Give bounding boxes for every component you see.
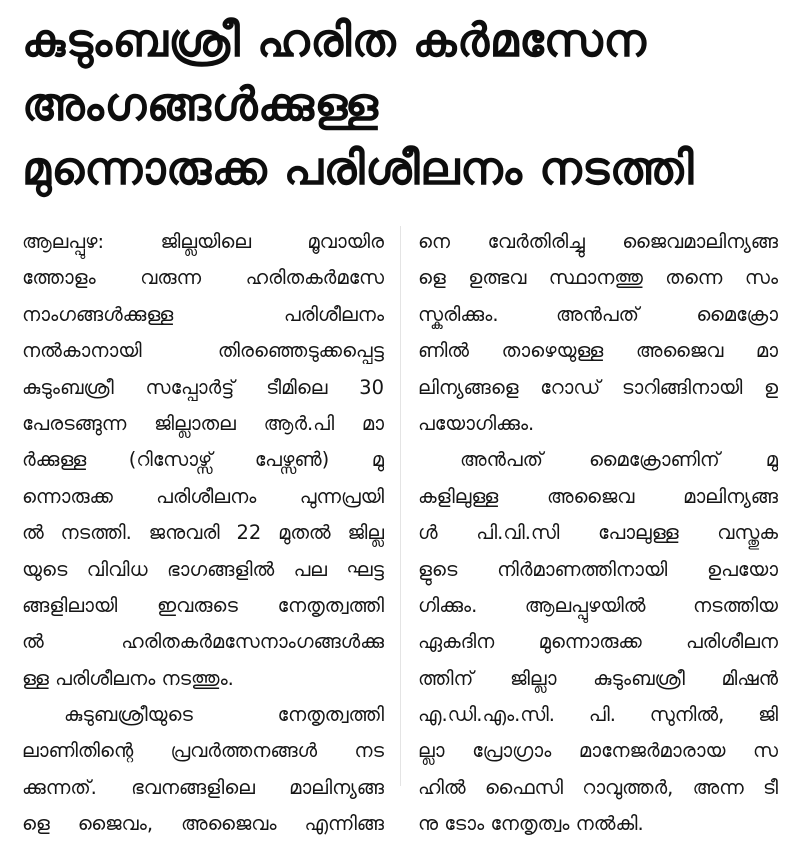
body-line: എ.ഡി.എം.സി. പി. സുനിൽ, ജി [418, 703, 778, 727]
body-line: ള്ള പരിശീലനം നടത്തും. [22, 666, 234, 690]
body-line: ന്നൊരുക്ക പരിശീലനം പുന്നപ്രയി [22, 484, 384, 508]
body-line: പേരടങ്ങുന്ന ജില്ലാതല ആർ.പി മാ [22, 411, 384, 435]
body-line: യുടെ വിവിധ ഭാഗങ്ങളിൽ പല ഘട്ട [22, 557, 384, 581]
body-line: ലാണിതിന്റെ പ്രവർത്തനങ്ങൾ നട [22, 739, 384, 763]
body-column-right [418, 224, 778, 843]
body-line: ഗിക്കും. ആലപ്പുഴയിൽ നടത്തിയ [418, 593, 778, 617]
headline-line-2: അംഗങ്ങൾക്കുള്ള [22, 77, 379, 131]
paragraph-start-line: അൻപത് മൈക്രോണിന് മു [460, 448, 778, 472]
headline-line-3: മുന്നൊരുക്ക പരിശീലനം നടത്തി [22, 141, 695, 195]
body-line: ളെ ജൈവം, അജൈവം എന്നിങ്ങ [22, 812, 384, 836]
body-line: ഹിൽ ഫൈസി റാവുത്തർ, അന്ന ടീ [418, 775, 778, 799]
body-line: കളിലുള്ള അജൈവ മാലിന്യങ്ങ [418, 484, 778, 508]
body-line: ങ്ങളിലായി ഇവരുടെ നേതൃത്വത്തി [22, 593, 384, 617]
body-line: ൽ നടത്തി. ജനുവരി 22 മുതൽ ജില്ല [22, 521, 384, 545]
body-column-left [22, 224, 384, 843]
paragraph-start-line: കുടുബശ്രീയുടെ നേതൃത്വത്തി [64, 703, 384, 727]
headline-line-1: കുടുംബശ്രീ ഹരിത കർമസേന [22, 13, 647, 67]
body-line: ല്ലാ പ്രോഗ്രാം മാനേജർമാരായ സ [418, 739, 778, 763]
body-line: ൽ ഹരിതകർമസേനാംഗങ്ങൾക്കു [22, 630, 384, 654]
body-line: ൾ പി.വി.സി പോലുള്ള വസ്തുക [418, 521, 778, 545]
body-line: ണിൽ താഴെയുള്ള അജൈവ മാ [418, 339, 778, 363]
headline [22, 8, 782, 200]
body-line: നൽകാനായി തിരഞ്ഞെടുക്കപ്പെട്ട [22, 339, 384, 363]
body-line: കുടുംബശ്രീ സപ്പോർട്ട് ടീമിലെ 30 [22, 375, 384, 399]
body-line: നെ വേർതിരിച്ചു ജൈവമാലിന്യങ്ങ [418, 230, 778, 253]
body-line: ത്തിന് ജില്ലാ കുടുംബശ്രീ മിഷൻ [418, 666, 778, 690]
body-line: സ്കരിക്കും. അൻപത് മൈക്രോ [418, 302, 778, 326]
body-line: ത്തോളം വരുന്ന ഹരിതകർമസേ [22, 266, 384, 290]
body-line: ആലപ്പുഴ: ജില്ലയിലെ മൂവായിര [22, 230, 384, 253]
body-line: ളുടെ നിർമാണത്തിനായി ഉപയോ [418, 557, 778, 581]
body-line: പയോഗിക്കും. [418, 411, 535, 435]
body-line: ർക്കുള്ള (റിസോഴ്സ് പേഴ്സൺ) മു [22, 448, 384, 472]
body-line: ഏകദിന മുന്നൊരുക്ക പരിശീലന [418, 630, 778, 654]
body-line: നു ടോം നേതൃത്വം നൽകി. [418, 812, 644, 836]
body-line: ക്കുന്നത്. ഭവനങ്ങളിലെ മാലിന്യങ്ങ [22, 775, 384, 799]
body-line: നാംഗങ്ങൾക്കുള്ള പരിശീലനം [22, 302, 384, 326]
body-line: ളെ ഉത്ഭവ സ്ഥാനത്തു തന്നെ സം [418, 266, 778, 290]
body-line: ലിന്യങ്ങളെ റോഡ് ടാറിങ്ങിനായി ഉ [418, 375, 778, 399]
column-divider [400, 226, 401, 786]
